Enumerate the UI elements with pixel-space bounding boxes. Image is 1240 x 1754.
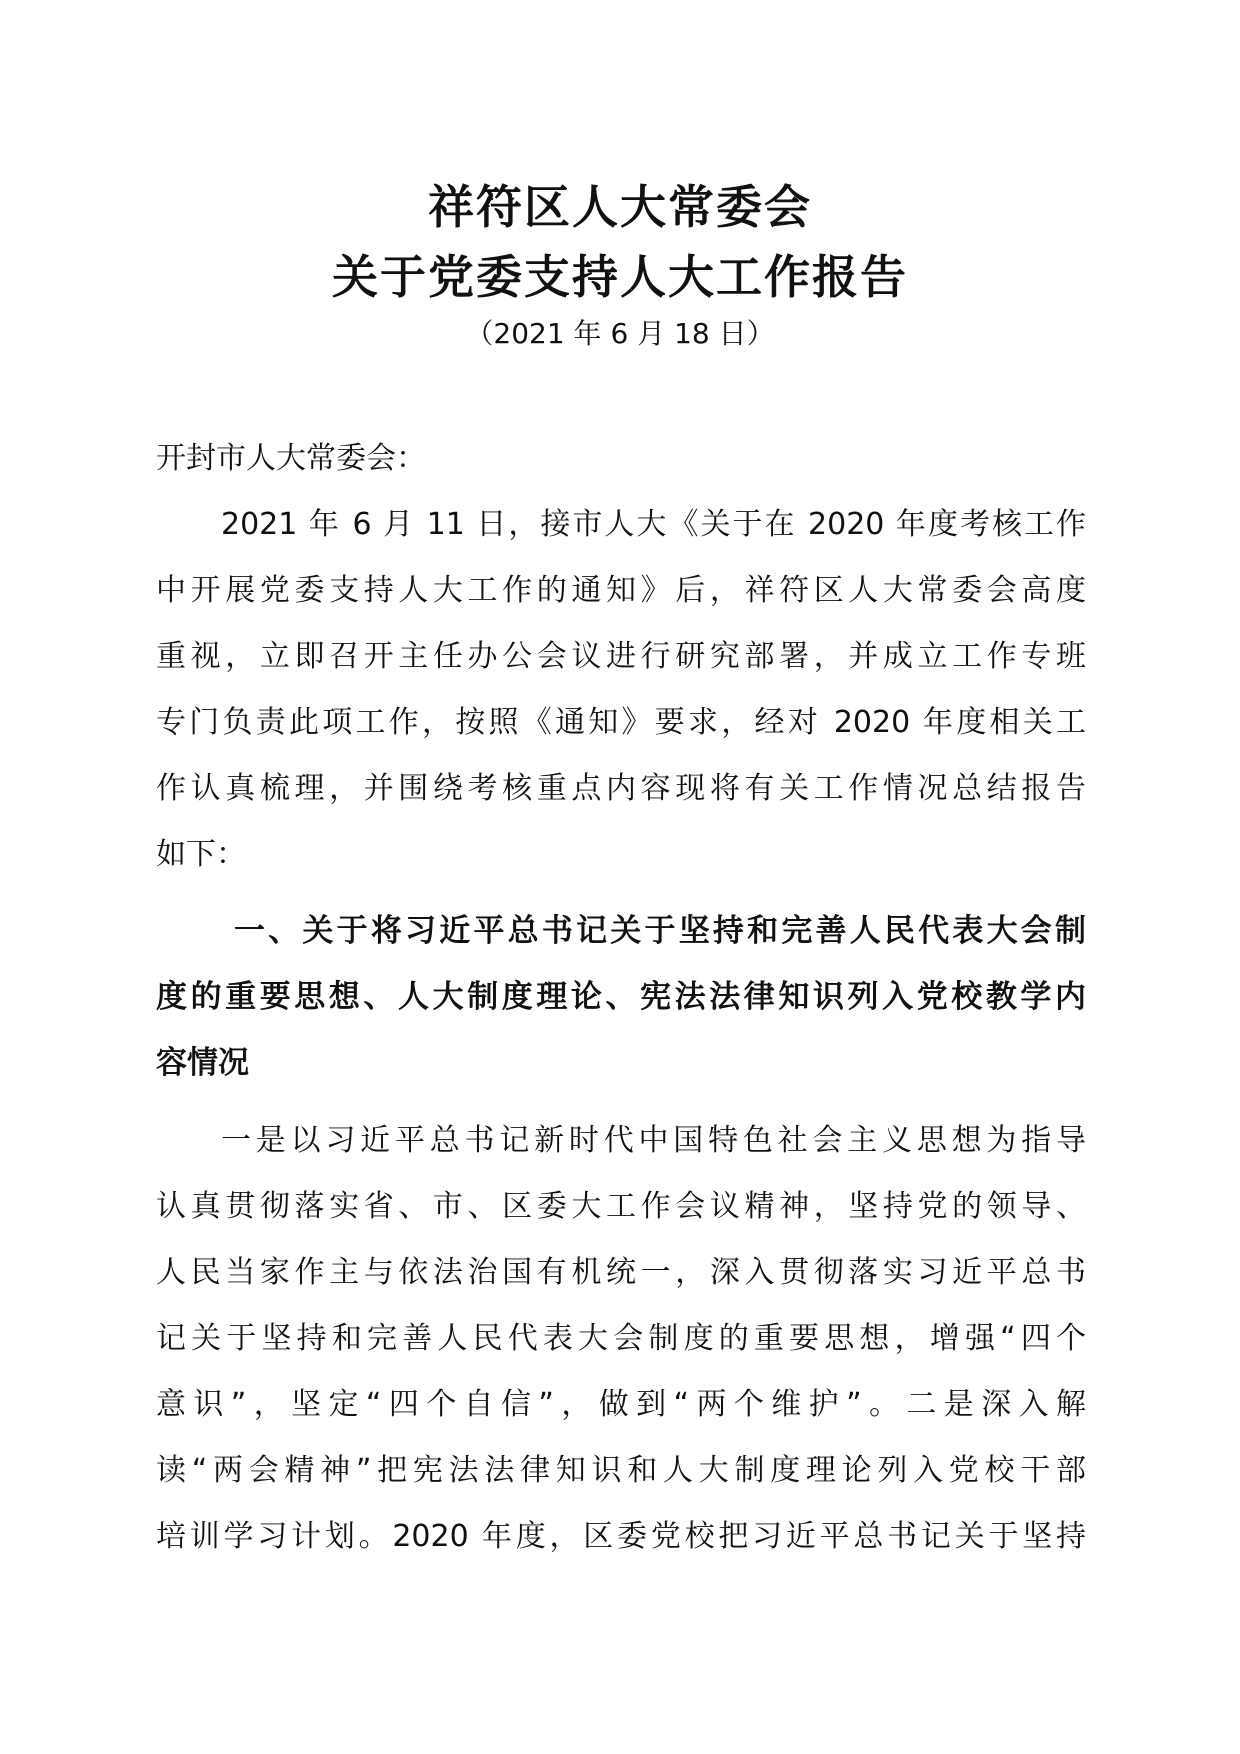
section-line-5: 意识”，坚定“四个自信”，做到“两个维护”。二是深入解 — [156, 1387, 1086, 1422]
body-line-6: 如下： — [156, 837, 246, 872]
body-line-2: 中开展党委支持人大工作的通知》后，祥符区人大常委会高度 — [156, 573, 1086, 608]
document-title-line-1: 祥符区人大常委会 — [428, 180, 812, 234]
body-line-3: 重视，立即召开主任办公会议进行研究部署，并成立工作专班 — [156, 639, 1086, 674]
body-line-4: 专门负责此项工作，按照《通知》要求，经对 2020 年度相关工 — [156, 705, 1086, 740]
document-date: （2021 年 6 月 18 日） — [465, 317, 775, 350]
body-line-5: 作认真梳理，并围绕考核重点内容现将有关工作情况总结报告 — [156, 771, 1086, 806]
section-line-3: 人民当家作主与依法治国有机统一，深入贯彻落实习近平总书 — [156, 1255, 1086, 1290]
section-heading-line-3: 容情况 — [156, 1045, 249, 1081]
section-line-2: 认真贯彻落实省、市、区委大工作会议精神，坚持党的领导、 — [156, 1189, 1086, 1224]
section-line-1: 一是以习近平总书记新时代中国特色社会主义思想为指导 — [221, 1123, 1086, 1158]
salutation: 开封市人大常委会： — [156, 441, 426, 476]
section-heading-line-2: 度的重要思想、人大制度理论、宪法法律知识列入党校教学内 — [156, 979, 1086, 1015]
section-line-6: 读“两会精神”把宪法法律知识和人大制度理论列入党校干部 — [156, 1453, 1086, 1488]
document-title-line-2: 关于党委支持人大工作报告 — [332, 250, 908, 304]
section-line-4: 记关于坚持和完善人民代表大会制度的重要思想，增强“四个 — [156, 1321, 1086, 1356]
body-line-1: 2021 年 6 月 11 日，接市人大《关于在 2020 年度考核工作 — [221, 507, 1086, 542]
section-heading-line-1: 一、关于将习近平总书记关于坚持和完善人民代表大会制 — [234, 913, 1086, 949]
section-line-7: 培训学习计划。2020 年度，区委党校把习近平总书记关于坚持 — [156, 1519, 1086, 1554]
